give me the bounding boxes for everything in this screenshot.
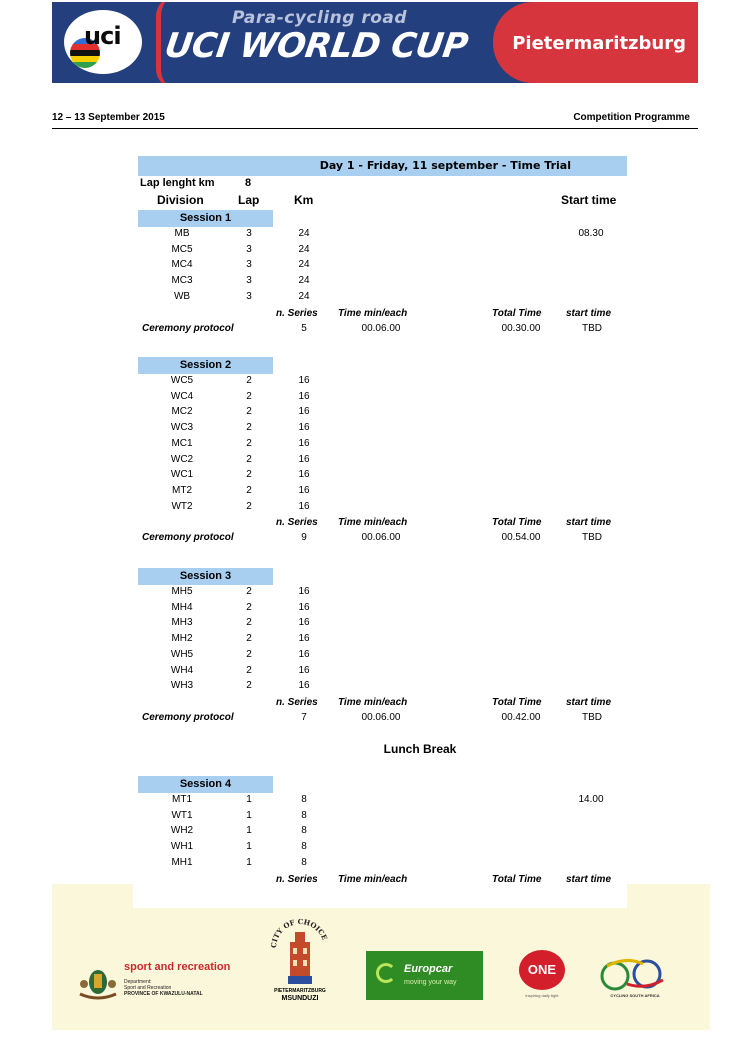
row-division: MC3 (171, 275, 193, 287)
banner-subtitle: Para-cycling road (232, 8, 408, 28)
row-lap: 1 (246, 825, 252, 837)
row-km: 16 (298, 664, 310, 676)
row-km: 16 (298, 437, 310, 449)
row-division: WC5 (170, 375, 194, 386)
row-lap: 3 (246, 290, 252, 302)
start-time-header: start time (566, 696, 612, 708)
row-km: 16 (298, 680, 310, 692)
row-division: MC1 (171, 437, 193, 449)
row-division: MT2 (172, 484, 192, 496)
session-header: Session 1 (138, 210, 273, 227)
row-division: WH3 (170, 680, 194, 692)
summary-series: 5 (301, 322, 307, 334)
row-km: 16 (298, 601, 310, 613)
row-division: MC2 (171, 406, 193, 418)
banner-title: UCI WORLD CUP (162, 26, 471, 66)
cycling-sa-logo (597, 954, 673, 992)
ceremony-protocol-label: Ceremony protocol (142, 532, 234, 544)
time-each-header: Time min/each (338, 873, 408, 885)
city-of-choice-logo (268, 918, 332, 1006)
ceremony-protocol-label: Ceremony protocol (142, 322, 234, 334)
session-header: Session 4 (138, 776, 273, 793)
session-header: Session 2 (138, 357, 273, 374)
sport-line-1: Department: (124, 979, 152, 985)
lap-length-label: Lap lenght km (140, 177, 215, 189)
total-time-header: Total Time (492, 307, 542, 319)
row-km: 8 (301, 825, 307, 837)
row-lap: 2 (246, 437, 252, 449)
row-division: WB (173, 290, 191, 302)
summary-total: 00.30.00 (501, 322, 541, 334)
row-division: WH1 (170, 841, 194, 853)
row-km: 24 (298, 259, 310, 271)
series-header: n. Series (276, 873, 318, 885)
row-km: 24 (298, 243, 310, 255)
sport-recreation-lines (124, 979, 203, 997)
column-km: Km (294, 193, 314, 207)
banner-city: Pietermaritzburg (512, 33, 686, 54)
row-km: 24 (298, 228, 310, 239)
summary-total: 00.42.00 (501, 711, 541, 723)
row-km: 16 (298, 375, 310, 386)
row-km: 16 (298, 617, 310, 629)
row-division: MC4 (171, 259, 193, 271)
row-division: WT1 (171, 809, 193, 821)
start-time-header: start time (566, 517, 612, 529)
event-banner (52, 2, 698, 83)
row-lap: 3 (246, 275, 252, 287)
row-km: 8 (301, 841, 307, 853)
row-lap: 1 (246, 856, 252, 868)
row-lap: 1 (246, 841, 252, 853)
summary-series: 7 (301, 711, 307, 723)
row-lap: 2 (246, 586, 252, 597)
row-km: 16 (298, 390, 310, 402)
sport-recreation-title: sport and recreation (124, 961, 231, 973)
row-division: MH5 (171, 586, 193, 597)
day-title: Day 1 - Friday, 11 september - Time Trial (138, 156, 627, 176)
row-division: WC4 (170, 390, 194, 402)
row-km: 16 (298, 484, 310, 496)
row-km: 16 (298, 469, 310, 481)
row-lap: 3 (246, 228, 252, 239)
summary-time-each: 00.06.00 (361, 532, 401, 544)
summary-total: 00.54.00 (501, 532, 541, 544)
row-lap: 2 (246, 453, 252, 465)
row-division: MB (174, 228, 190, 239)
row-division: WC1 (170, 469, 194, 481)
row-division: MH1 (171, 856, 193, 868)
row-km: 8 (301, 809, 307, 821)
row-km: 24 (298, 290, 310, 302)
document-type: Competition Programme (573, 112, 690, 123)
row-km: 16 (298, 500, 310, 512)
row-division: WC3 (170, 422, 194, 434)
row-km: 24 (298, 275, 310, 287)
ceremony-protocol-label: Ceremony protocol (142, 711, 234, 723)
uci-logo-text: uci (84, 22, 121, 50)
row-lap: 2 (246, 617, 252, 629)
row-lap: 2 (246, 484, 252, 496)
row-lap: 2 (246, 601, 252, 613)
row-lap: 2 (246, 422, 252, 434)
summary-start: TBD (582, 711, 602, 723)
row-km: 16 (298, 633, 310, 645)
column-start-time: Start time (561, 193, 617, 207)
row-km: 16 (298, 422, 310, 434)
summary-time-each: 00.06.00 (361, 322, 401, 334)
row-division: WH4 (170, 664, 194, 676)
row-division: WC2 (170, 453, 194, 465)
summary-series: 9 (301, 532, 307, 544)
row-lap: 2 (246, 406, 252, 418)
city-line-1: PIETERMARITZBURG (274, 988, 326, 994)
city-line-2: MSUNDUZI (281, 995, 319, 1002)
summary-start: TBD (582, 532, 602, 544)
row-km: 16 (298, 586, 310, 597)
summary-time-each: 00.06.00 (361, 711, 401, 723)
row-lap: 2 (246, 680, 252, 692)
start-time-header: start time (566, 307, 612, 319)
total-time-header: Total Time (492, 696, 542, 708)
row-km: 8 (301, 856, 307, 868)
row-km: 16 (298, 406, 310, 418)
row-division: MT1 (172, 794, 192, 805)
footer-table-overlap (133, 884, 627, 908)
row-lap: 2 (246, 375, 252, 386)
sport-line-2: Sport and Recreation (124, 985, 172, 991)
row-lap: 3 (246, 259, 252, 271)
row-lap: 1 (246, 794, 252, 805)
session-header: Session 3 (138, 568, 273, 585)
series-header: n. Series (276, 517, 318, 529)
time-each-header: Time min/each (338, 307, 408, 319)
row-division: WH2 (170, 825, 194, 837)
row-lap: 2 (246, 390, 252, 402)
europcar-logo (366, 951, 483, 1000)
lunch-break: Lunch Break (383, 742, 457, 756)
row-division: MH3 (171, 617, 193, 629)
row-division: WH5 (170, 648, 194, 660)
row-lap: 2 (246, 664, 252, 676)
europcar-swirl-icon (376, 963, 396, 983)
series-header: n. Series (276, 307, 318, 319)
one-tag: inspiring daily tight (525, 993, 559, 998)
row-km: 8 (301, 794, 307, 805)
row-start: 08.30 (578, 228, 604, 239)
row-lap: 3 (246, 243, 252, 255)
total-time-header: Total Time (492, 517, 542, 529)
row-km: 16 (298, 648, 310, 660)
start-time-header: start time (566, 873, 612, 885)
row-lap: 2 (246, 633, 252, 645)
summary-start: TBD (582, 322, 602, 334)
column-division: Division (157, 193, 204, 207)
row-division: MC5 (171, 243, 193, 255)
total-time-header: Total Time (492, 873, 542, 885)
europcar-name: Europcar (404, 963, 453, 975)
sport-line-3: PROVINCE OF KWAZULU-NATAL (124, 991, 203, 997)
uci-logo (64, 10, 142, 74)
city-arc-text: CITY OF CHOICE (268, 918, 330, 949)
row-km: 16 (298, 453, 310, 465)
cycling-sa-name: CYCLING SOUTH AFRICA (610, 993, 660, 998)
event-dates: 12 – 13 September 2015 (52, 112, 165, 123)
row-lap: 2 (246, 469, 252, 481)
lap-length-value: 8 (245, 177, 252, 189)
europcar-tag: moving your way (404, 979, 457, 986)
row-division: MH4 (171, 601, 193, 613)
row-division: WT2 (171, 500, 193, 512)
time-each-header: Time min/each (338, 696, 408, 708)
one-logo: ONE (519, 950, 565, 990)
series-header: n. Series (276, 696, 318, 708)
row-lap: 2 (246, 500, 252, 512)
kzn-crest-icon (78, 964, 118, 1000)
row-start: 14.00 (578, 794, 604, 805)
row-lap: 2 (246, 648, 252, 660)
time-each-header: Time min/each (338, 517, 408, 529)
row-division: MH2 (171, 633, 193, 645)
row-lap: 1 (246, 809, 252, 821)
column-lap: Lap (238, 193, 260, 207)
document-header (52, 112, 698, 129)
